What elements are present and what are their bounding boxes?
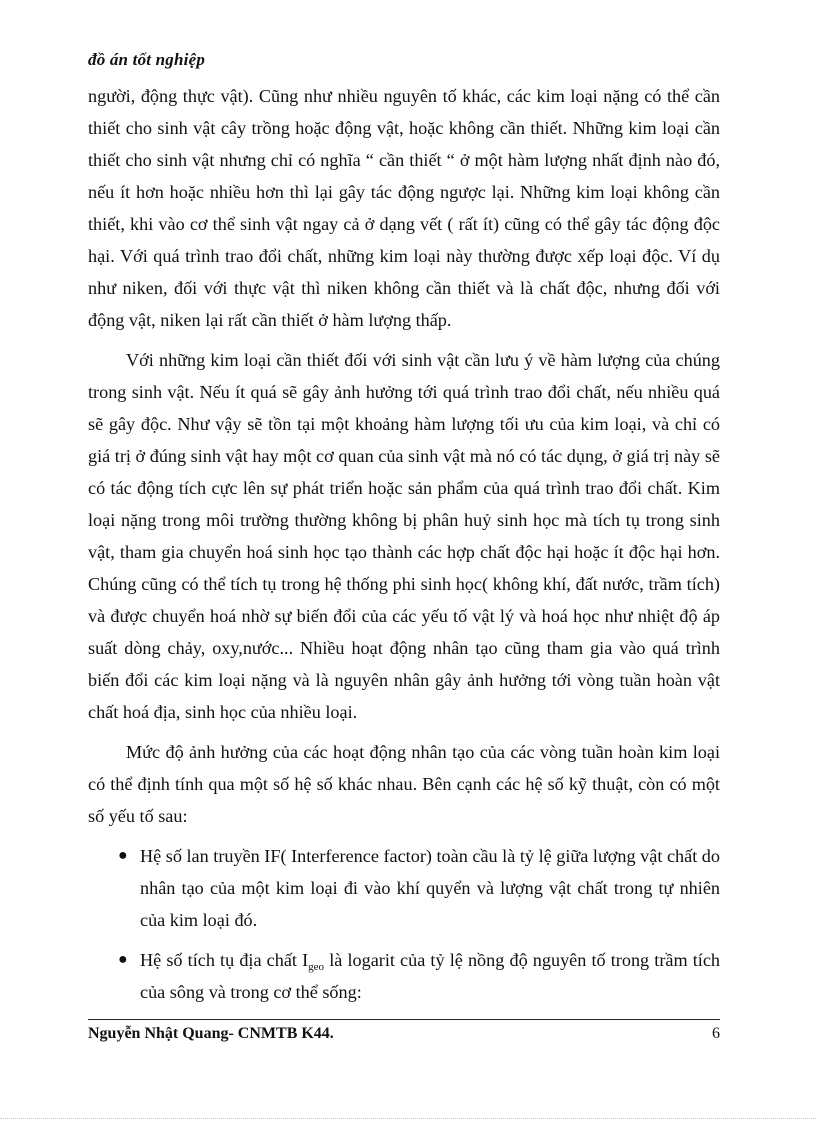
paragraph: người, động thực vật). Cũng như nhiều nguyên tố khác, các kim loại nặng có thể cần thiết cho sinh vật cây trồng hoặc động vật, hoặc không cần thiết. Những kim loại cần thiết cho sinh vật nhưng chỉ có nghĩa “ cần thiết “ ở một hàm lượng nhất định nào đó, nếu ít hơn hoặc nhiều hơn thì lại gây tác động ngược lại. Những kim loại không cần thiết, khi vào cơ thể sinh vật ngay cả ở dạng vết ( rất ít) cũng có thể gây tác động độc hại. Với quá trình trao đổi chất, những kim loại này thường được xếp loại độc. Ví dụ như niken, đối với thực vật thì niken không cần thiết và là chất độc, nhưng đối với động vật, niken lại rất cần thiết ở hàm lượng thấp. xyxy=(88,86,720,330)
bullet-icon: ● xyxy=(118,951,128,968)
body-text xyxy=(88,80,720,1016)
bullet-text: Hệ số tích tụ địa chất I xyxy=(140,950,309,970)
paragraph: Mức độ ảnh hưởng của các hoạt động nhân tạo của các vòng tuần hoàn kim loại có thể định tính qua một số hệ số khác nhau. Bên cạnh các hệ số kỹ thuật, còn có một số yếu tố sau: xyxy=(88,742,720,826)
page-edge-divider xyxy=(0,1118,816,1119)
bullet-item xyxy=(88,944,720,1008)
footer-author: Nguyễn Nhật Quang- CNMTB K44. xyxy=(88,1025,334,1042)
page-number: 6 xyxy=(712,1025,720,1042)
bullet-text-continued: là logarit của tỷ lệ nồng độ nguyên tố trong trầm tích của sông và trong cơ thể sống: xyxy=(140,950,721,1002)
footer-divider xyxy=(88,1019,720,1020)
running-header: đồ án tốt nghiệp xyxy=(88,50,206,69)
subscript-geo: geo xyxy=(308,961,325,973)
bullet-list xyxy=(88,840,720,1008)
bullet-icon: ● xyxy=(118,847,128,864)
bullet-text: Hệ số lan truyền IF( Interference factor) toàn cầu là tỷ lệ giữa lượng vật chất do nhân tạo của một kim loại đi vào khí quyển và lượng vật chất trong tự nhiên của kim loại đó. xyxy=(140,846,720,930)
paragraph: Với những kim loại cần thiết đối với sinh vật cần lưu ý về hàm lượng của chúng trong sinh vật. Nếu ít quá sẽ gây ảnh hưởng tới quá trình trao đổi chất, nếu nhiều quá sẽ gây độc. Như vậy sẽ tồn tại một khoảng hàm lượng tối ưu của kim loại, và chỉ có giá trị ở đúng sinh vật hay một cơ quan của sinh vật mà nó có tác dụng, ở giá trị này sẽ có tác động tích cực lên sự phát triển hoặc sản phẩm của quá trình trao đổi chất. Kim loại nặng trong môi trường thường không bị phân huỷ sinh học mà tích tụ trong sinh vật, tham gia chuyển hoá sinh học tạo thành các hợp chất độc hại hoặc ít độc hại hơn. Chúng cũng có thể tích tụ trong hệ thống phi sinh học( không khí, đất nước, trầm tích) và được chuyển hoá nhờ sự biến đổi của các yếu tố vật lý và hoá học như nhiệt độ áp suất dòng chảy, oxy,nước... Nhiều hoạt động nhân tạo cũng tham gia vào quá trình biến đổi các kim loại nặng và là nguyên nhân gây ảnh hưởng tới vòng tuần hoàn vật chất hoá địa, sinh học của nhiều loại. xyxy=(88,350,720,722)
bullet-item xyxy=(88,840,720,936)
